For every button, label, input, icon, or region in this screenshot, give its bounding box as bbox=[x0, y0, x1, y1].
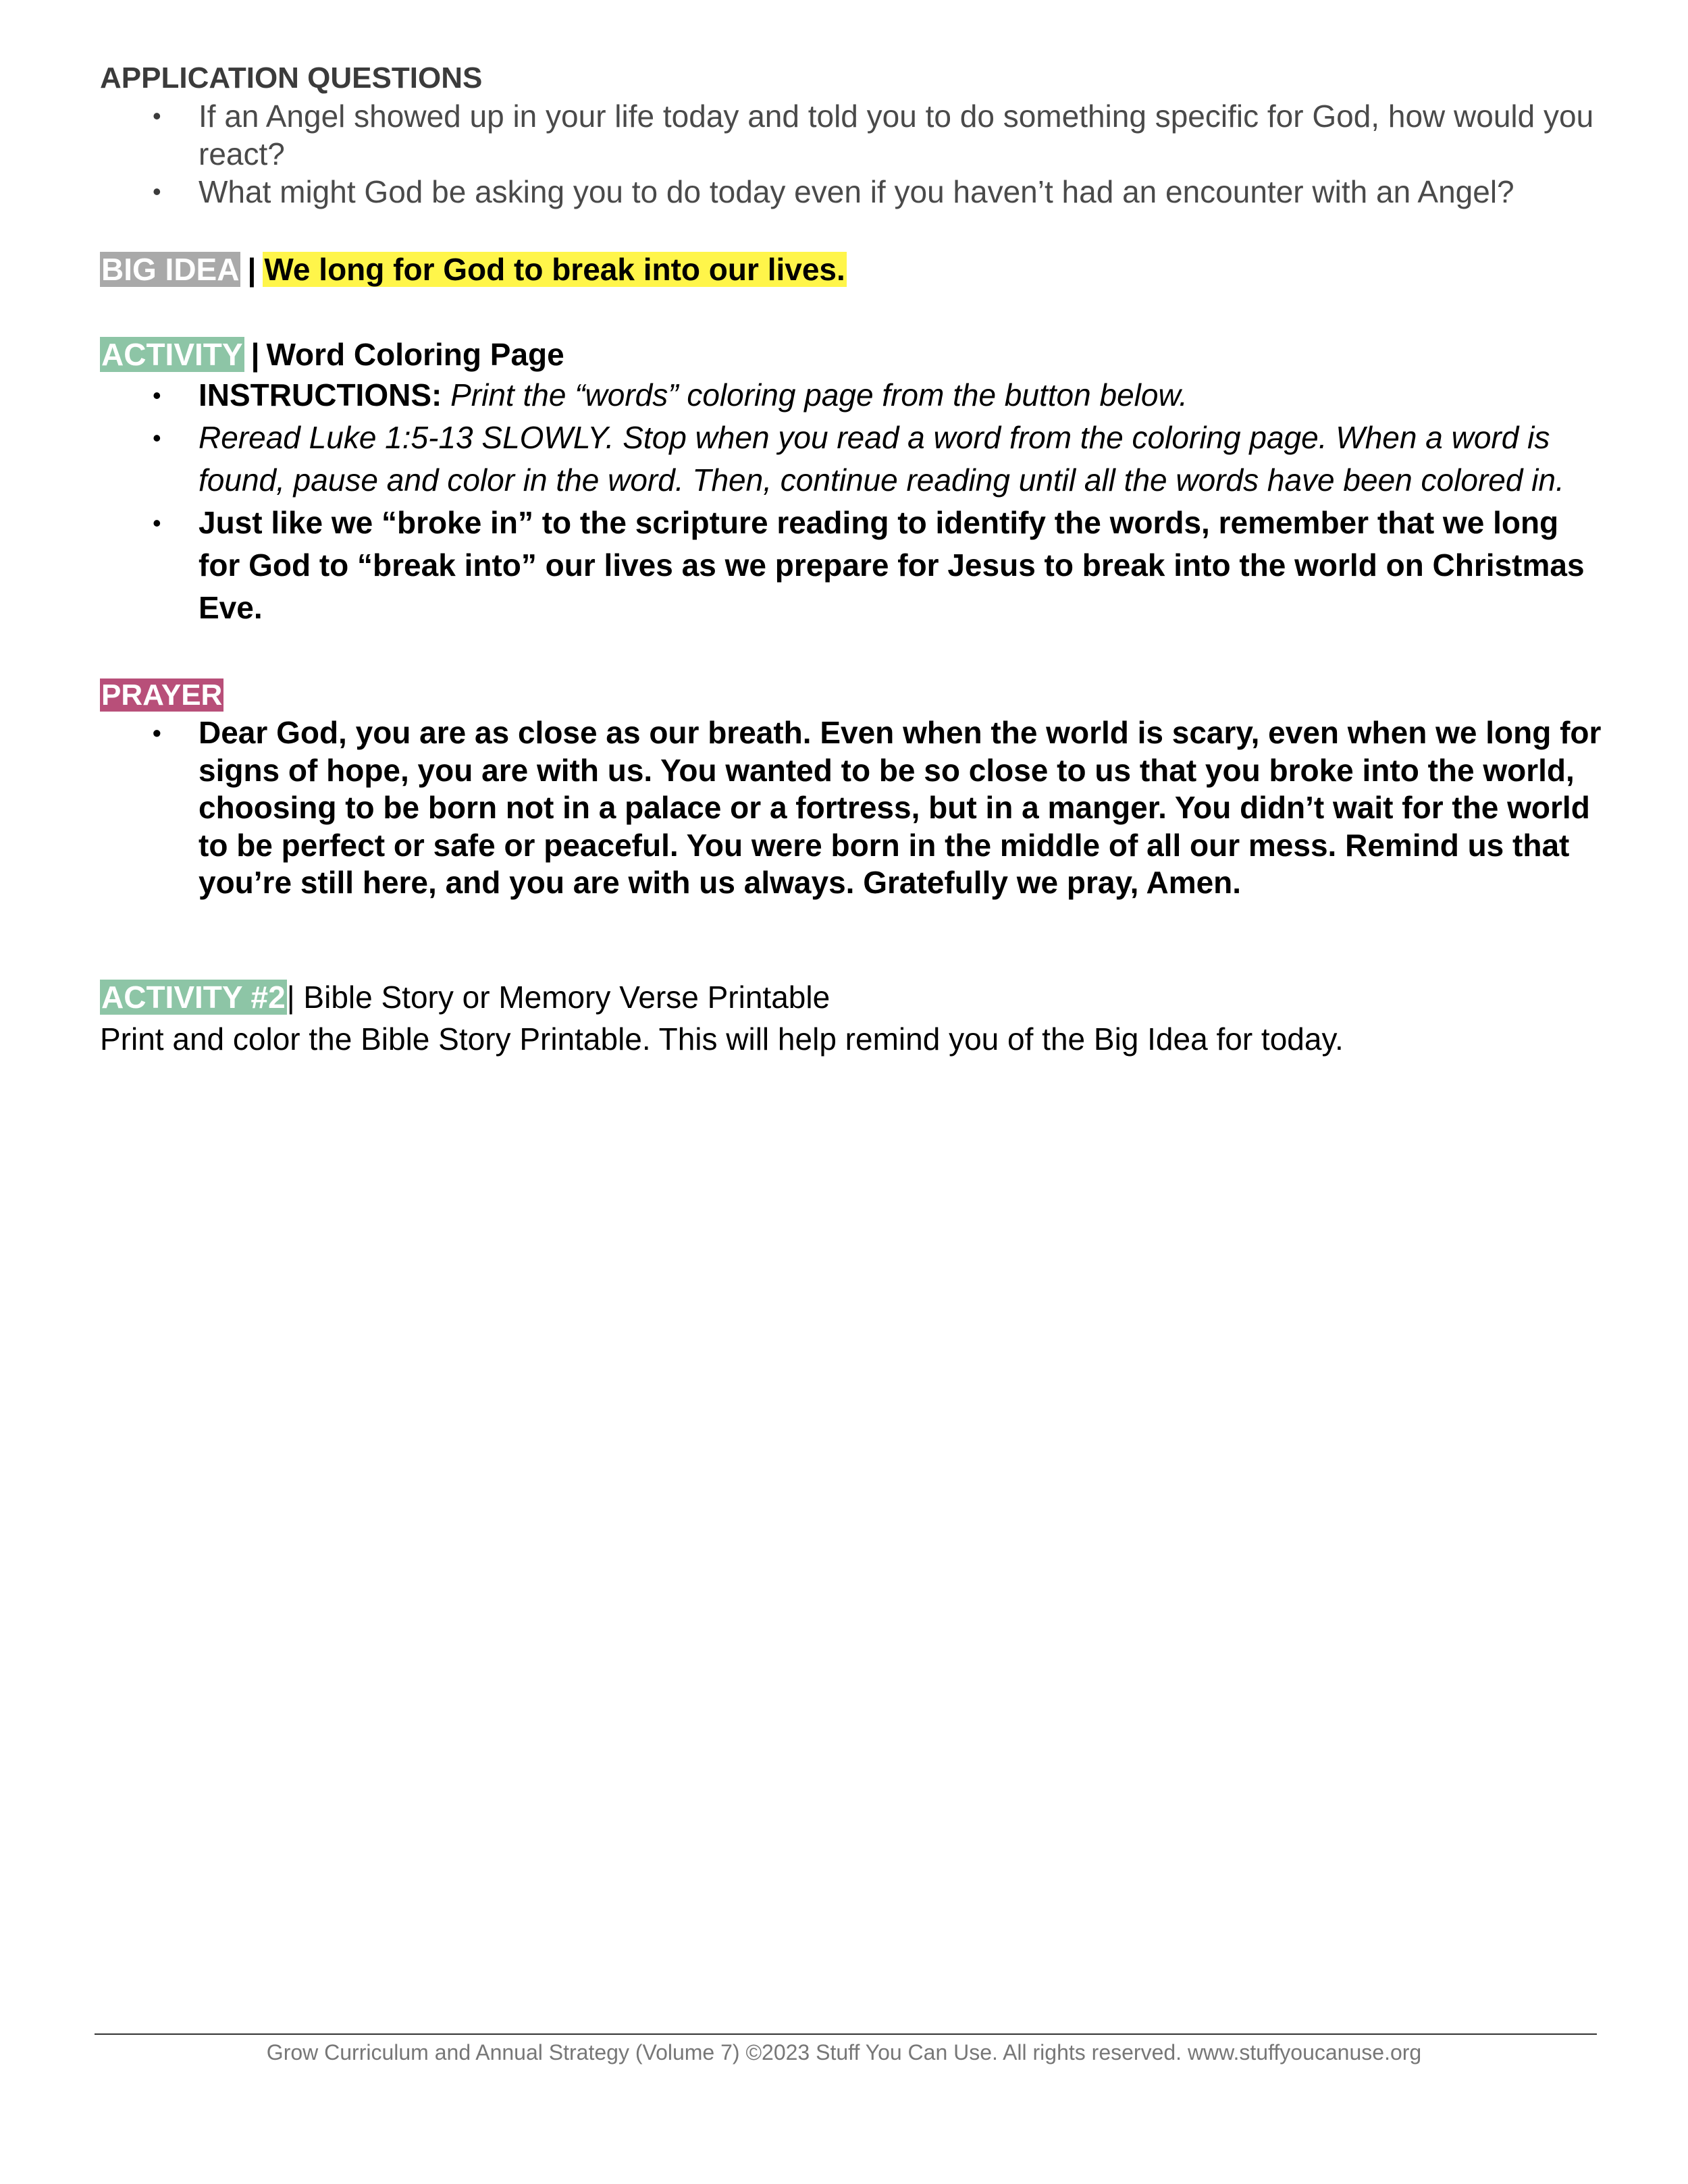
activity2-tag: ACTIVITY #2 bbox=[101, 979, 286, 1015]
list-item bbox=[100, 714, 1606, 902]
activity-title: Word Coloring Page bbox=[266, 337, 564, 372]
prayer-tag: PRAYER bbox=[101, 678, 223, 712]
list-item bbox=[100, 374, 1606, 417]
instructions-text: Print the “words” coloring page from the button below. bbox=[450, 377, 1188, 412]
bullet-icon: • bbox=[153, 509, 161, 537]
question-text: If an Angel showed up in your life today and told you to do something specific for God, how would you react? bbox=[199, 99, 1594, 171]
bullet-icon: • bbox=[153, 424, 161, 452]
application-questions-heading: APPLICATION QUESTIONS bbox=[100, 61, 483, 95]
separator: | bbox=[247, 252, 257, 287]
list-item bbox=[100, 97, 1606, 173]
big-idea-text: We long for God to break into our lives. bbox=[264, 252, 845, 287]
prayer-list bbox=[100, 714, 1606, 902]
list-item bbox=[100, 417, 1606, 502]
big-idea-tag: BIG IDEA bbox=[101, 252, 240, 287]
application-questions-list bbox=[100, 97, 1606, 211]
prayer-row bbox=[100, 676, 1606, 714]
activity-row bbox=[100, 335, 1606, 374]
activity2-text: Print and color the Bible Story Printable. This will help remind you of the Big Idea for today. bbox=[100, 1021, 1344, 1057]
prayer-text: Dear God, you are as close as our breath. Even when the world is scary, even when we long for signs of hope, you are with us. You wanted to be so close to us that you broke into the world, choosing to be born not in a palace or a fortress, but in a manger. You didn’t wait for the world to be perfect or safe or peaceful. You were born in the middle of all our mess. Remind us that you’re still here, and you are with us always. Gratefully we pray, Amen. bbox=[199, 715, 1602, 900]
page-content bbox=[100, 59, 1606, 1060]
bullet-icon: • bbox=[153, 381, 161, 409]
question-text: What might God be asking you to do today even if you haven’t had an encounter with an Angel? bbox=[199, 174, 1514, 209]
activity-tag: ACTIVITY bbox=[101, 337, 243, 372]
separator: | bbox=[286, 979, 295, 1015]
bullet-icon: • bbox=[153, 102, 161, 130]
activity2-row bbox=[100, 976, 1606, 1018]
activity2-title: Bible Story or Memory Verse Printable bbox=[303, 979, 830, 1015]
break-in-text: Just like we “broke in” to the scripture reading to identify the words, remember that we long for God to “break into” our lives as we prepare for Jesus to break into the world on Christmas Eve. bbox=[199, 505, 1585, 625]
bullet-icon: • bbox=[153, 178, 161, 205]
list-item bbox=[100, 173, 1606, 211]
footer-copyright: Grow Curriculum and Annual Strategy (Volume 7) ©2023 Stuff You Can Use. All rights reserved. www.stuffyoucanuse.org bbox=[266, 2040, 1422, 2065]
bullet-icon: • bbox=[153, 719, 161, 747]
reread-text: Reread Luke 1:5-13 SLOWLY. Stop when you read a word from the coloring page. When a word is found, pause and color in the word. Then, continue reading until all the words have been colored in. bbox=[199, 420, 1564, 498]
activity-list bbox=[100, 374, 1606, 629]
separator: | bbox=[250, 337, 260, 372]
footer-divider bbox=[95, 2033, 1597, 2035]
list-item bbox=[100, 502, 1606, 629]
instructions-label: INSTRUCTIONS: bbox=[199, 377, 442, 412]
big-idea-row bbox=[100, 250, 1606, 289]
